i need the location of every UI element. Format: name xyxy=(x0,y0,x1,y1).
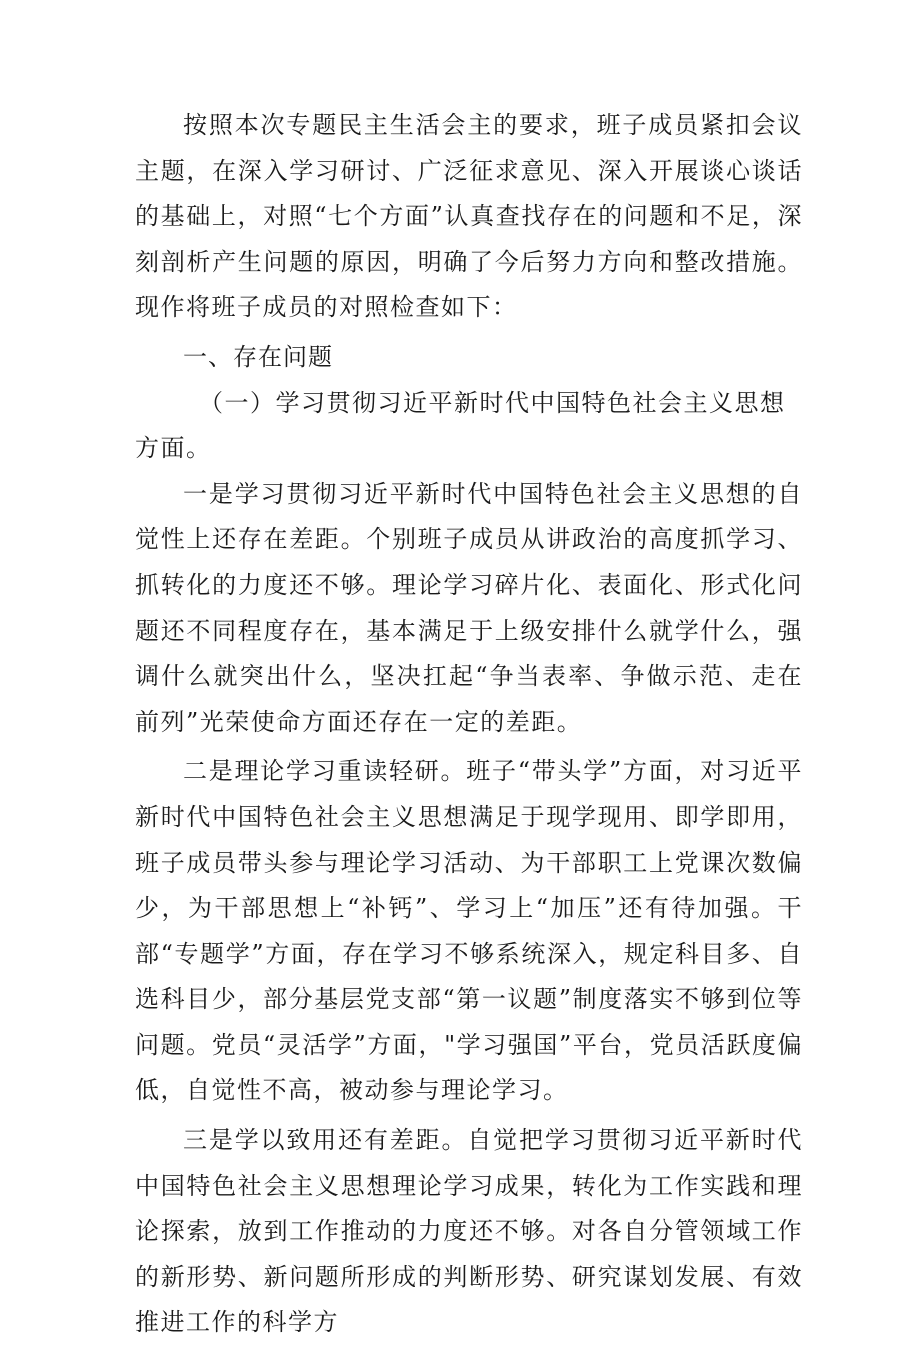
section-heading: 一、存在问题 xyxy=(183,342,333,371)
subsection-heading: （一）学习贯彻习近平新时代中国特色社会主义思想方面。 xyxy=(135,388,786,463)
body-paragraph-2: 二是理论学习重读轻研。班子“带头学”方面，对习近平新时代中国特色社会主义思想满足于现学现用、即学即用，班子成员带头参与理论学习活动、为干部职工上党课次数偏少，为干部思想上“补钙”、学习上“加压”还有待加强。干部“专题学”方面，存在学习不够系统深入，规定科目多、自选科目少，部分基层党支部“第一议题”制度落实不够到位等问题。党员“灵活学”方面，"学习强国”平台，党员活跃度偏低，自觉性不高，被动参与理论学习。 xyxy=(135,757,803,1105)
intro-paragraph: 按照本次专题民主生活会主的要求，班子成员紧扣会议主题，在深入学习研讨、广泛征求意见、深入开展谈心谈话的基础上，对照“七个方面”认真查找存在的问题和不足，深刻剖析产生问题的原因，明确了今后努力方向和整改措施。现作将班子成员的对照检查如下： xyxy=(135,111,803,322)
body-paragraph-3: 三是学以致用还有差距。自觉把学习贯彻习近平新时代中国特色社会主义思想理论学习成果，转化为工作实践和理论探索，放到工作推动的力度还不够。对各自分管领域工作的新形势、新问题所形成的判断形势、研究谋划发展、有效推进工作的科学方 xyxy=(135,1126,803,1337)
document-body xyxy=(135,103,803,1346)
body-paragraph-1: 一是学习贯彻习近平新时代中国特色社会主义思想的自觉性上还存在差距。个别班子成员从讲政治的高度抓学习、抓转化的力度还不够。理论学习碎片化、表面化、形式化问题还不同程度存在，基本满足于上级安排什么就学什么，强调什么就突出什么，坚决扛起“争当表率、争做示范、走在前列”光荣使命方面还存在一定的差距。 xyxy=(135,479,803,736)
